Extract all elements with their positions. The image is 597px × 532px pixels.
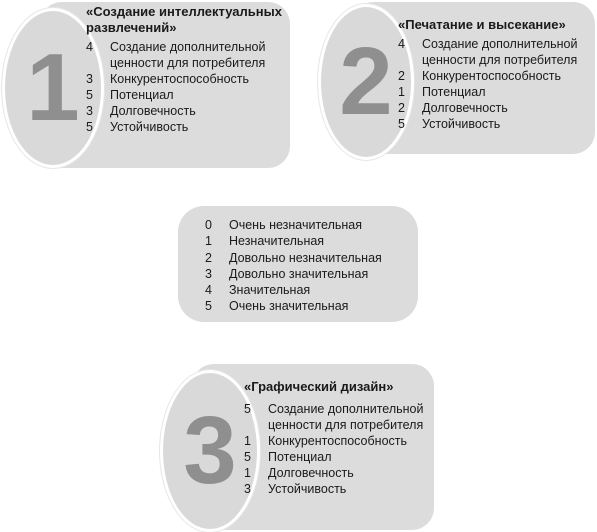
card-1-content <box>86 4 286 135</box>
card-2-item: 5 Устойчивость <box>398 117 501 131</box>
card-2-content <box>398 17 594 132</box>
legend-item: 1 Незначительная <box>205 234 325 249</box>
legend-item: 0 Очень незначительная <box>205 218 363 232</box>
card-1-item: 5 Устойчивость <box>86 120 189 134</box>
legend-item: 3 Довольно значительная <box>205 266 369 281</box>
card-3-item: 1 Конкурентоспособность <box>244 434 408 448</box>
card-2-title: «Печатание и высекание» <box>398 17 566 32</box>
card-3-item: 5 Создание дополнительной ценности для потребителя <box>244 402 424 432</box>
card-2-number: 2 <box>339 28 393 135</box>
legend-item: 4 Значительная <box>205 283 311 298</box>
card-1-item: 4 Создание дополнительной ценности для потребителя <box>86 40 266 70</box>
card-1-title: «Создание интеллектуальных развлечений» <box>86 4 282 35</box>
legend-content <box>205 217 415 315</box>
legend-item: 5 Очень значительная <box>205 299 349 314</box>
card-1-item: 3 Долговечность <box>86 104 196 118</box>
card-3-number: 3 <box>183 397 237 504</box>
card-2-item: 1 Потенциал <box>398 85 486 99</box>
card-1-item: 3 Конкурентоспособность <box>86 72 250 86</box>
card-3-title: «Графический дизайн» <box>244 379 394 394</box>
card-3-content <box>244 379 434 497</box>
card-3-item: 3 Устойчивость <box>244 482 347 496</box>
card-1-number: 1 <box>26 34 80 141</box>
card-1-item: 5 Потенциал <box>86 88 174 102</box>
card-3-item: 5 Потенциал <box>244 450 332 464</box>
card-2-item: 4 Создание дополнительной ценности для потребителя <box>398 37 578 67</box>
card-2-item: 2 Долговечность <box>398 101 508 115</box>
card-3-item: 1 Долговечность <box>244 466 354 480</box>
card-2-item: 2 Конкурентоспособность <box>398 69 562 83</box>
legend-item: 2 Довольно незначительная <box>205 250 382 265</box>
